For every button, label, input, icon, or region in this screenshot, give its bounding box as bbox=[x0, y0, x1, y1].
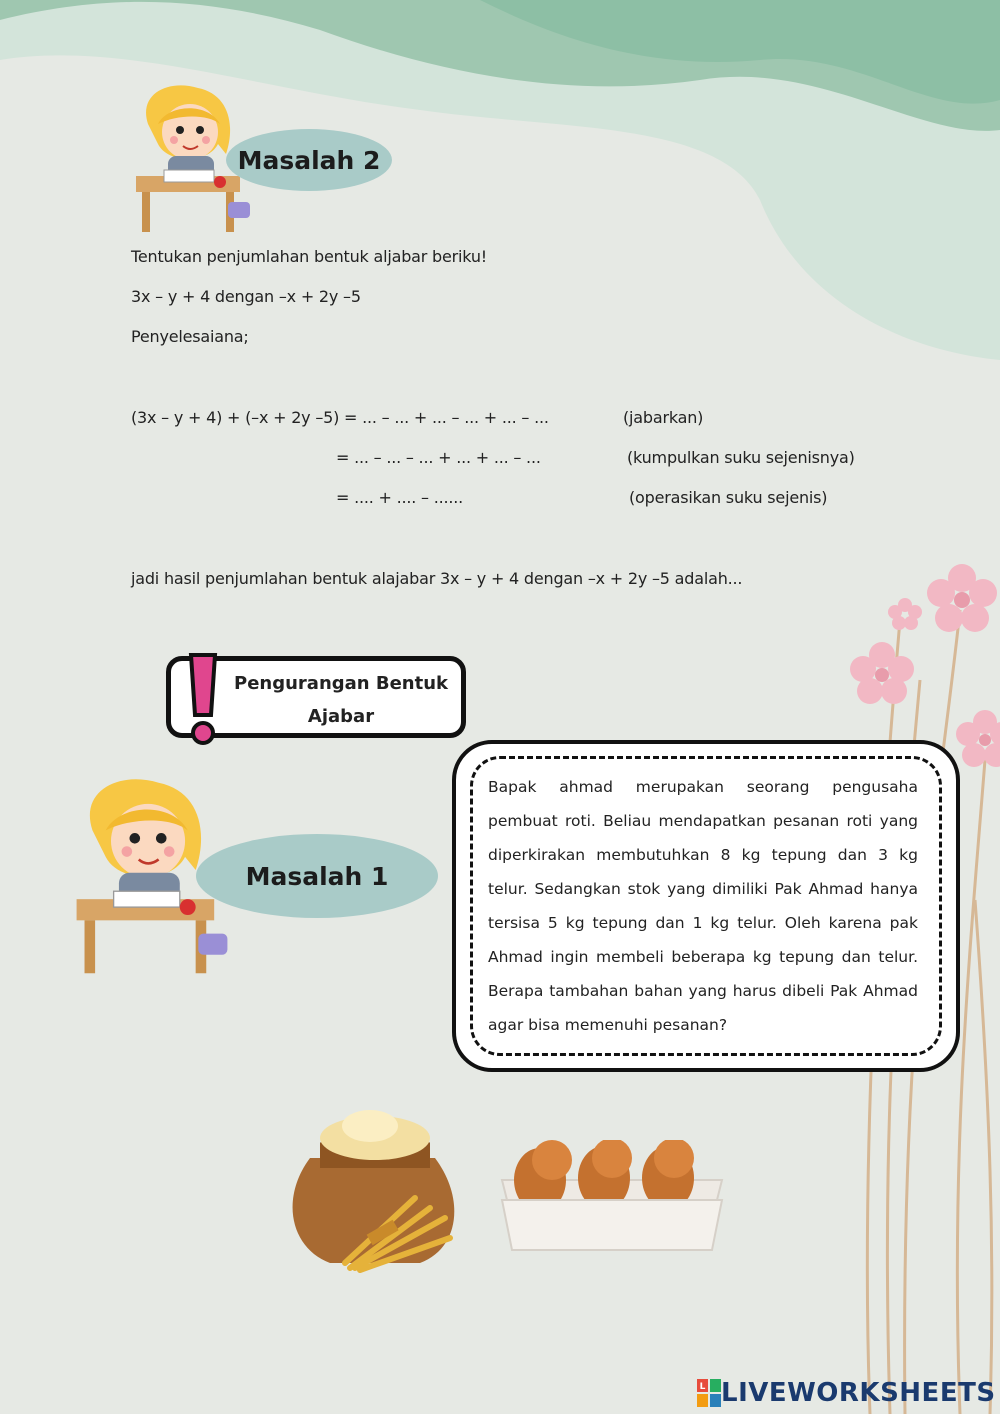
flour-sack-icon bbox=[280, 1098, 470, 1273]
problem1-story-box bbox=[452, 740, 960, 1072]
pink-flowers bbox=[850, 564, 1000, 767]
brand-name: LIVEWORKSHEETS bbox=[721, 1378, 996, 1408]
problem2-title: Masalah 2 bbox=[237, 145, 381, 175]
problem1-title-bubble bbox=[196, 834, 438, 918]
problem1-title: Masalah 1 bbox=[245, 861, 389, 891]
step1-note: (jabarkan) bbox=[623, 408, 704, 427]
step3-equation: = .... + .... – ...... bbox=[336, 488, 464, 507]
step2-note: (kumpulkan suku sejenisnya) bbox=[627, 448, 855, 467]
section-subtitle: Pengurangan Bentuk Ajabar bbox=[234, 673, 448, 727]
problem1-story: Bapak ahmad merupakan seorang pengusaha pembuat roti. Beliau mendapatkan pesanan roti yang diperkirakan membutuhkan 8 kg tepung dan 3 kg telur. Sedangkan stok yang dimiliki Pak Ahmad hanya tersisa 5 kg tepung dan 1 kg telur. Oleh karena pak Ahmad ingin membeli beberapa kg tepung dan telur. Berapa tambahan bahan yang harus dibeli Pak Ahmad agar bisa memenuhi pesanan? bbox=[488, 778, 918, 1034]
problem2-conclusion: jadi hasil penjumlahan bentuk alajabar 3x – y + 4 dengan –x + 2y –5 adalah... bbox=[131, 569, 743, 588]
step1-equation: (3x – y + 4) + (–x + 2y –5) = ... – ... + ... – ... + ... – ... bbox=[131, 408, 549, 427]
section-subtitle-box bbox=[166, 656, 466, 738]
problem2-title-bubble bbox=[226, 129, 392, 191]
logo-letter-l: L bbox=[699, 1382, 706, 1392]
egg-tray-icon bbox=[492, 1140, 732, 1260]
step2-equation: = ... – ... – ... + ... + ... – ... bbox=[336, 448, 541, 467]
exclamation-icon bbox=[183, 649, 223, 749]
problem2-instruction: Tentukan penjumlahan bentuk aljabar beriku! bbox=[131, 247, 487, 266]
brand-logo bbox=[697, 1378, 996, 1408]
step3-note: (operasikan suku sejenis) bbox=[629, 488, 828, 507]
problem2-solution-label: Penyelesaiana; bbox=[131, 327, 249, 346]
problem2-expression: 3x – y + 4 dengan –x + 2y –5 bbox=[131, 287, 361, 306]
liveworksheets-logo-icon bbox=[697, 1379, 721, 1407]
